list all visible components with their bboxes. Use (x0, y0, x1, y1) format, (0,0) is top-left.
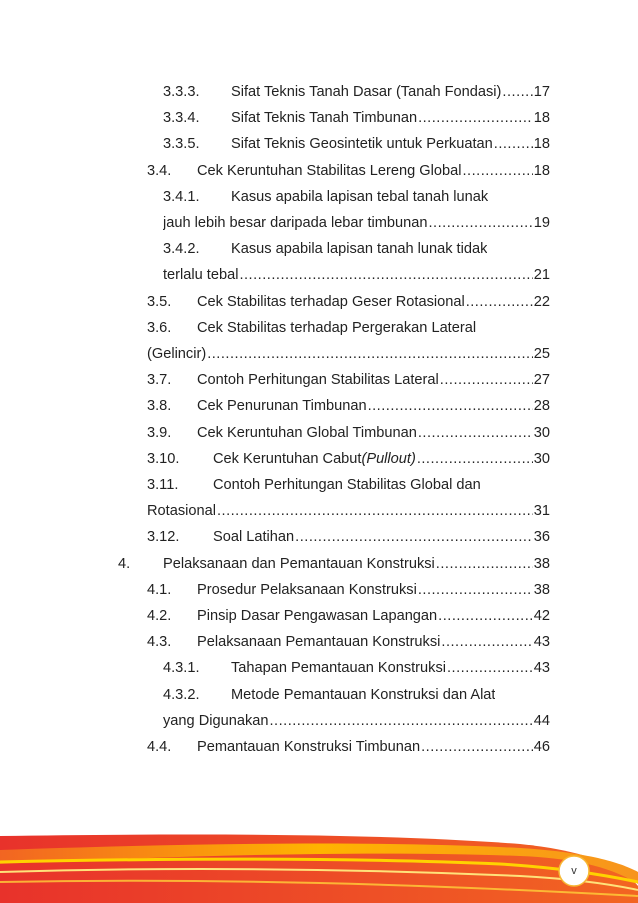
toc-entry-page: 18 (533, 110, 550, 127)
toc-entry-title: Soal Latihan (213, 529, 295, 546)
toc-entry-page: 42 (533, 608, 550, 624)
toc-entry-title: Tahapan Pemantauan Konstruksi (231, 660, 446, 677)
toc-entry[interactable] (163, 711, 550, 731)
toc-entry-title: Cek Keruntuhan Cabut (213, 450, 362, 467)
toc-leader-dots (217, 501, 533, 521)
toc-entry[interactable] (197, 580, 550, 600)
toc-entry-page: 22 (533, 293, 550, 310)
toc-leader-dots (421, 737, 533, 757)
toc-entry-title: Cek Penurunan Timbunan (197, 398, 367, 415)
toc-entry-page: 18 (533, 162, 550, 179)
toc-leader-dots (429, 213, 533, 233)
toc-entry-page: 38 (533, 581, 550, 598)
toc-entry[interactable] (213, 449, 550, 469)
toc-entry[interactable] (213, 527, 550, 547)
toc-entry-number: 3.10. (147, 450, 180, 467)
toc-entry-number: 3.4.2. (163, 241, 200, 258)
toc-entry[interactable] (213, 475, 481, 495)
toc-entry-title: Rotasional (147, 503, 216, 520)
toc-entry-number: 4.3. (147, 634, 172, 651)
toc-entry[interactable] (197, 161, 550, 181)
toc-entry-page: 21 (533, 267, 550, 284)
toc-entry-page: 30 (533, 450, 550, 467)
toc-entry-page: 17 (533, 84, 550, 100)
toc-entry[interactable] (231, 658, 550, 678)
toc-leader-dots (207, 344, 533, 364)
toc-entry[interactable] (231, 108, 550, 128)
toc-entry-number: 3.11. (147, 477, 179, 493)
toc-leader-dots (440, 370, 533, 390)
toc-entry-title: Cek Keruntuhan Global Timbunan (197, 424, 417, 441)
toc-entry-number: 3.7. (147, 372, 172, 389)
toc-entry-number: 4.2. (147, 608, 172, 624)
toc-entry[interactable] (197, 632, 550, 652)
toc-entry[interactable] (147, 344, 550, 364)
footer-swoosh-decoration (0, 800, 638, 903)
toc-leader-dots (418, 580, 533, 600)
toc-entry-title: jauh lebih besar daripada lebar timbunan (163, 215, 428, 231)
toc-entry-title: Pinsip Dasar Pengawasan Lapangan (197, 608, 438, 624)
toc-entry-page: 46 (533, 739, 550, 755)
toc-entry-title: Cek Keruntuhan Stabilitas Lereng Global (197, 162, 462, 179)
toc-entry-page: 44 (533, 712, 550, 729)
toc-entry-page: 27 (533, 372, 550, 389)
toc-entry-number: 3.3.5. (163, 136, 200, 153)
toc-entry-title: Kasus apabila lapisan tanah lunak tidak (231, 241, 488, 258)
toc-entry[interactable] (197, 370, 550, 390)
toc-entry[interactable] (163, 213, 550, 233)
toc-entry-title: Prosedur Pelaksanaan Konstruksi (197, 581, 417, 598)
toc-entry-number: 3.6. (147, 319, 172, 336)
toc-entry-number: 3.9. (147, 424, 172, 441)
toc-entry-title: Sifat Teknis Tanah Dasar (Tanah Fondasi) (231, 84, 502, 100)
toc-entry-number: 4.4. (147, 739, 172, 755)
toc-leader-dots (295, 527, 533, 547)
toc-leader-dots (436, 554, 533, 574)
toc-entry[interactable] (231, 239, 487, 259)
toc-entry-page: 25 (533, 346, 550, 362)
toc-leader-dots (418, 423, 533, 443)
toc-leader-dots (441, 632, 532, 652)
toc-entry[interactable] (197, 606, 550, 626)
toc-entry-title: Cek Stabilitas terhadap Pergerakan Lateral (197, 319, 477, 336)
toc-entry-title: Contoh Perhitungan Stabilitas Lateral (197, 372, 439, 389)
toc-leader-dots (418, 108, 533, 128)
toc-entry-title: terlalu tebal (163, 267, 239, 284)
toc-leader-dots (462, 161, 532, 181)
toc-entry-number: 4.1. (147, 581, 172, 598)
toc-entry-number: 3.3.4. (163, 110, 200, 127)
toc-entry-page: 36 (533, 529, 550, 546)
toc-entry-title: Cek Stabilitas terhadap Geser Rotasional (197, 293, 465, 310)
toc-entry-number: 4.3.1. (163, 660, 200, 677)
toc-entry-page: 38 (533, 555, 550, 572)
toc-entry-number: 3.4. (147, 162, 172, 179)
toc-entry-number: 3.3.3. (163, 84, 200, 100)
toc-entry-number: 3.12. (147, 529, 180, 546)
toc-entry-number: 4. (118, 555, 131, 572)
toc-leader-dots (239, 265, 532, 285)
toc-leader-dots (494, 134, 533, 154)
toc-entry-title: Metode Pemantauan Konstruksi dan Alat (231, 686, 496, 703)
toc-entry-title: Sifat Teknis Tanah Timbunan (231, 110, 418, 127)
toc-entry-title: Contoh Perhitungan Stabilitas Global dan (213, 477, 481, 493)
toc-entry-page: 43 (533, 660, 550, 677)
toc-leader-dots (502, 82, 532, 102)
toc-entry-page: 31 (533, 503, 550, 520)
toc-leader-dots (417, 449, 533, 469)
toc-entry-title: yang Digunakan (163, 712, 269, 729)
toc-entry[interactable] (197, 318, 476, 338)
toc-entry-page: 43 (533, 634, 550, 651)
toc-entry[interactable] (231, 685, 495, 705)
toc-leader-dots (269, 711, 532, 731)
toc-entry-number: 3.4.1. (163, 188, 200, 205)
toc-entry[interactable] (197, 292, 550, 312)
toc-entry[interactable] (197, 737, 550, 757)
toc-leader-dots (466, 292, 533, 312)
toc-entry-number: 3.5. (147, 293, 172, 310)
toc-entry[interactable] (231, 82, 550, 102)
toc-entry-page: 19 (533, 215, 550, 231)
toc-leader-dots (368, 396, 533, 416)
toc-entry-title: Pelaksanaan dan Pemantauan Konstruksi (163, 555, 435, 572)
toc-entry-page: 30 (533, 424, 550, 441)
toc-entry-page: 18 (533, 136, 550, 153)
toc-entry[interactable] (197, 423, 550, 443)
toc-entry[interactable] (163, 265, 550, 285)
toc-entry-title: Pemantauan Konstruksi Timbunan (197, 739, 421, 755)
toc-entry-title: Sifat Teknis Geosintetik untuk Perkuatan (231, 136, 493, 153)
toc-entry-number: 4.3.2. (163, 686, 200, 703)
toc-entry-page: 28 (533, 398, 550, 415)
toc-entry[interactable] (231, 134, 550, 154)
toc-leader-dots (438, 606, 533, 626)
toc-entry-number: 3.8. (147, 398, 172, 415)
toc-entry[interactable] (231, 187, 488, 207)
toc-leader-dots (447, 658, 533, 678)
toc-entry[interactable] (163, 554, 550, 574)
toc-entry-title: Pelaksanaan Pemantauan Konstruksi (197, 634, 441, 651)
toc-entry-title-italic: (Pullout) (361, 450, 416, 467)
toc-entry[interactable] (147, 501, 550, 521)
toc-entry-title: (Gelincir) (147, 346, 207, 362)
toc-entry-title: Kasus apabila lapisan tebal tanah lunak (231, 188, 489, 205)
page-number: v (571, 865, 577, 877)
toc-entry[interactable] (197, 396, 550, 416)
